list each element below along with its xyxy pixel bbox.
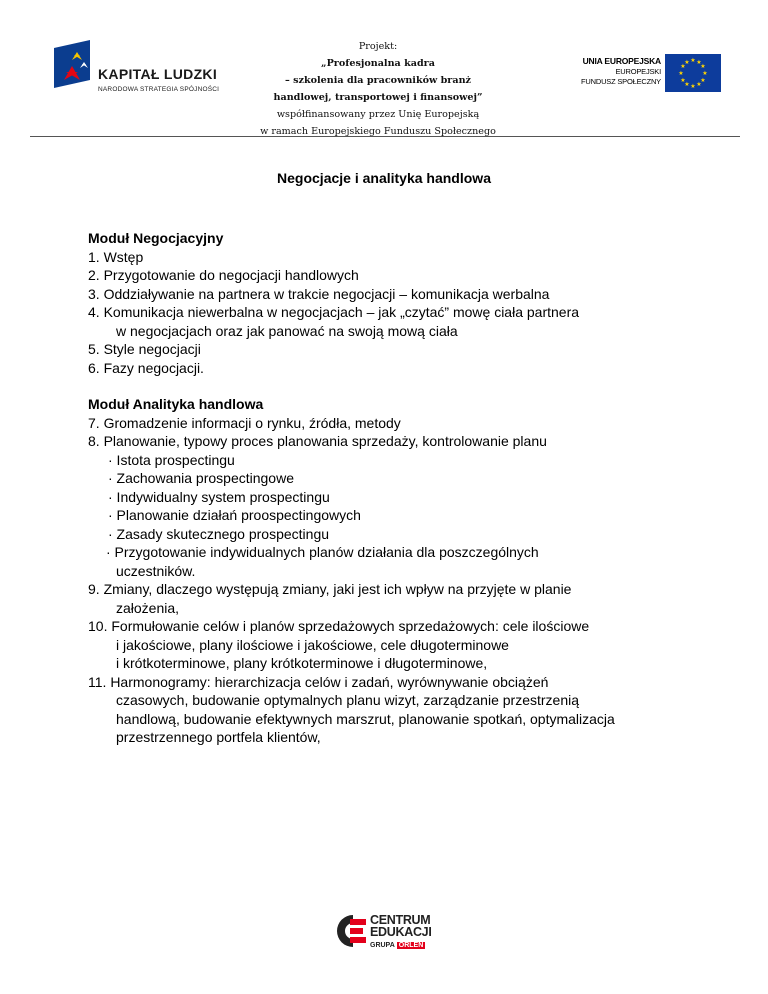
list-item: 5. Style negocjacji	[88, 341, 201, 357]
svg-text:★: ★	[702, 70, 708, 77]
bullet-item: · Zasady skutecznego prospectingu	[108, 525, 330, 542]
bullet-item: · Przygotowanie indywidualnych planów działania dla poszczególnych	[106, 544, 539, 560]
svg-text:★: ★	[700, 63, 706, 70]
list-item-continuation: i krótkoterminowe, plany krótkoterminowe i długoterminowe,	[116, 655, 488, 671]
project-label: Projekt:	[358, 41, 398, 52]
list-item-continuation: przestrzennego portfela klientów,	[116, 729, 321, 745]
svg-text:★: ★	[684, 81, 690, 88]
kapital-ludzki-title: KAPITAŁ LUDZKI	[98, 66, 218, 82]
list-item: 6. Fazy negocjacji.	[88, 359, 204, 376]
orlen-label: ORLEN	[398, 942, 424, 949]
bullet-item-continuation: uczestników.	[116, 562, 196, 579]
grupa-orlen-label	[370, 942, 425, 949]
list-item: 11. Harmonogramy: hierarchizacja celów i zadań, wyrównywanie obciążeń	[88, 673, 549, 690]
svg-text:★: ★	[696, 59, 702, 66]
document-body	[88, 229, 728, 747]
svg-text:★: ★	[680, 63, 686, 70]
project-info	[240, 38, 516, 140]
list-item: 3. Oddziaływanie na partnera w trakcie negocjacji – komunikacja werbalna	[88, 285, 550, 302]
svg-text:★: ★	[678, 70, 684, 77]
eu-logo-line-3: FUNDUSZ SPOŁECZNY	[581, 77, 661, 86]
list-item: 7. Gromadzenie informacji o rynku, źródła, metody	[88, 414, 401, 431]
bullet-item: · Istota prospectingu	[108, 451, 235, 468]
svg-text:★: ★	[690, 83, 696, 90]
bullet-item: · Planowanie działań proospectingowych	[108, 507, 361, 523]
centrum-edukacji-mark-icon	[336, 914, 370, 948]
list-item-continuation: czasowych, budowanie optymalnych planu wizyt, zarządzanie przestrzenią	[116, 692, 580, 708]
centrum-edukacji-logo	[336, 912, 446, 960]
list-item: 4. Komunikacja niewerbalna w negocjacjach – jak „czytać” mowę ciała partnera	[88, 304, 580, 320]
centrum-edukacji-line-1: CENTRUM	[370, 913, 431, 927]
centrum-edukacji-line-2: EDUKACJI	[370, 925, 432, 939]
list-item-continuation: w negocjacjach oraz jak panować na swoją mową ciała	[116, 322, 458, 339]
section-heading-negotiation: Moduł Negocjacyjny	[88, 230, 224, 246]
list-item: 2. Przygotowanie do negocjacji handlowych	[88, 267, 359, 283]
project-title-line-3: handlowej, transportowej i finansowej”	[273, 92, 483, 103]
header-divider	[30, 136, 740, 137]
svg-text:★: ★	[700, 77, 706, 84]
kapital-ludzki-logo	[30, 36, 242, 108]
eu-logo-line-2: EUROPEJSKI	[615, 67, 661, 76]
svg-text:★: ★	[680, 77, 686, 84]
eu-logo-line-1: UNIA EUROPEJSKA	[582, 56, 661, 66]
svg-text:★: ★	[696, 81, 702, 88]
project-title-line-2: – szkolenia dla pracowników branż	[284, 75, 471, 86]
section-heading-analytics: Moduł Analityka handlowa	[88, 396, 264, 412]
cofinance-line-2: w ramach Europejskiego Funduszu Społecznego	[260, 126, 496, 137]
bullet-item: · Indywidualny system prospectingu	[108, 488, 330, 505]
grupa-label: GRUPA	[370, 942, 395, 949]
kapital-ludzki-subtitle: NARODOWA STRATEGIA SPÓJNOŚCI	[98, 86, 220, 93]
page-header	[0, 0, 768, 140]
list-item: 10. Formułowanie celów i planów sprzedażowych sprzedażowych: cele ilościowe	[88, 618, 590, 634]
list-item: 9. Zmiany, dlaczego występują zmiany, jaki jest ich wpływ na przyjęte w planie	[88, 581, 572, 597]
svg-text:★: ★	[684, 59, 690, 66]
document-title: Negocjacje i analityka handlowa	[277, 170, 491, 186]
list-item-continuation: założenia,	[116, 599, 180, 616]
project-title-line-1: „Profesjonalna kadra	[321, 58, 435, 69]
bullet-item: · Zachowania prospectingowe	[108, 470, 294, 486]
list-item: 8. Planowanie, typowy proces planowania sprzedaży, kontrolowanie planu	[88, 433, 547, 449]
svg-text:★: ★	[690, 57, 696, 64]
list-item: 1. Wstęp	[88, 248, 144, 265]
cofinance-line-1: współfinansowany przez Unię Europejską	[276, 109, 480, 120]
list-item-continuation: handlową, budowanie efektywnych marszrut, planowanie spotkań, optymalizacja	[116, 710, 615, 727]
list-item-continuation: i jakościowe, plany ilościowe i jakościowe, cele długoterminowe	[116, 636, 509, 653]
eu-logo	[574, 54, 724, 94]
eu-flag-icon	[665, 54, 721, 92]
